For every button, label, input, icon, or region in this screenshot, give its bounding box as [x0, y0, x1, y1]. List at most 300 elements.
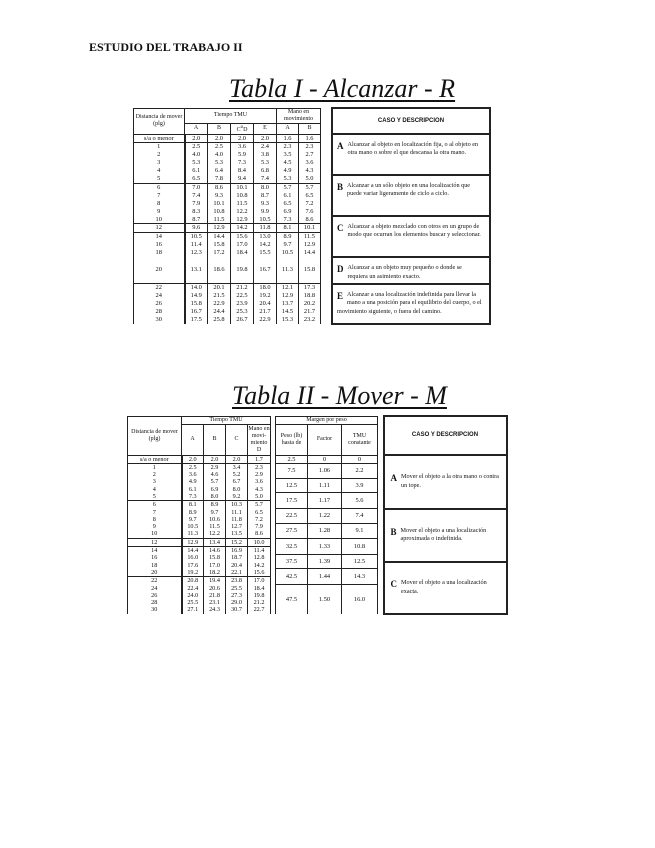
table2-cell-tmu: 2.2: [342, 463, 378, 478]
table1-cell-distance: 8: [134, 200, 185, 208]
table1-sub-hand-b: B: [299, 123, 321, 134]
table2-cell-factor: 1.33: [308, 538, 342, 554]
table1-cell: 9.7: [277, 241, 299, 249]
table1-cell: 5.0: [299, 175, 321, 183]
table1-case-b-letter: B: [337, 182, 344, 193]
table2-cell-distance: 24: [128, 585, 182, 592]
table1-cell: 22.5: [231, 292, 254, 300]
table1-cell: 18.6: [208, 257, 231, 284]
table2-cell: 14.6: [204, 547, 226, 555]
table1-sub-hand-a: A: [277, 123, 299, 134]
table2-cell: 15.8: [204, 554, 226, 561]
table1-cell: 20.4: [254, 300, 277, 308]
table2-cell: 13.4: [204, 538, 226, 546]
table2-cell-factor: 1.44: [308, 569, 342, 585]
table1-cell: 8.6: [208, 183, 231, 191]
table2-cell: 16.0: [182, 554, 204, 561]
table1-cell: 19.8: [231, 257, 254, 284]
table1-cell: 1.6: [277, 134, 299, 143]
table1-case-a: [332, 134, 490, 175]
table1-row: [134, 216, 491, 224]
table1-cell: 7.2: [299, 200, 321, 208]
table1-cell: 4.0: [208, 151, 231, 159]
table1-cell-distance: 10: [134, 216, 185, 224]
table1-cell: 17.0: [231, 241, 254, 249]
table1-cell: 2.5: [208, 143, 231, 151]
table2-cell: 4.6: [204, 471, 226, 478]
table1-cell-distance: 12: [134, 224, 185, 233]
table1-cell: 9.4: [231, 175, 254, 183]
table1-cell: 12.9: [231, 216, 254, 224]
table1-cell: 10.5: [277, 249, 299, 257]
table1-cell: 7.3: [277, 216, 299, 224]
table1-cell: 22.9: [254, 316, 277, 324]
table2-case-a-letter: A: [390, 473, 397, 484]
table1-cell: 8.4: [231, 167, 254, 175]
table2-cell: 24.3: [204, 606, 226, 613]
table2-cell: 11.5: [204, 523, 226, 530]
table1-case-header: CASO Y DESCRIPCION: [332, 108, 490, 134]
table1: [133, 107, 491, 325]
table2-cell: 9.7: [204, 509, 226, 516]
table2-cell: 9.7: [182, 516, 204, 523]
table1-cell: 11.5: [231, 200, 254, 208]
table1-cell: 15.8: [208, 241, 231, 249]
table1-cell: 14.2: [231, 224, 254, 233]
table2-cell-factor: 1.11: [308, 478, 342, 493]
table1-cell: 7.0: [185, 183, 208, 191]
table2-cell: 27.3: [226, 592, 248, 599]
table1-case-e: [332, 284, 490, 324]
table1-col-distance: Distancia de mover (plg): [134, 108, 185, 134]
table2-sub-b: B: [204, 424, 226, 455]
table2-cell: 22.4: [182, 585, 204, 592]
table2-cell: 24.0: [182, 592, 204, 599]
table1-cell: 15.5: [254, 249, 277, 257]
table1-cell-distance: 6: [134, 183, 185, 191]
table2-cell: 21.8: [204, 592, 226, 599]
table2-cell-distance: 20: [128, 569, 182, 577]
table1-cell: 13.7: [277, 300, 299, 308]
table1-gap: [321, 108, 333, 134]
table2-cell: 22.1: [226, 569, 248, 577]
table2-cell: 18.4: [248, 585, 271, 592]
table1-cell: 6.5: [299, 192, 321, 200]
table2-cell-distance: s/a o menor: [128, 455, 182, 463]
table2-case-b: [384, 509, 507, 562]
table2-cell: 2.5: [182, 463, 204, 471]
table1-cell: 2.0: [208, 134, 231, 143]
table1-case-d-letter: D: [337, 264, 344, 275]
table2-cell: 8.6: [248, 530, 271, 538]
table2-cell-peso: 32.5: [276, 538, 308, 554]
table1-cell: 12.1: [277, 284, 299, 292]
table2-row: [128, 509, 507, 516]
table1-cell: 19.2: [254, 292, 277, 300]
table2-cell: 22.7: [248, 606, 271, 613]
table1-cell: 13.0: [254, 233, 277, 241]
table2-cell: 10.6: [204, 516, 226, 523]
table2-cell: 3.6: [248, 478, 271, 485]
table2-cell-factor: 1.22: [308, 509, 342, 524]
table1-cell: 14.2: [254, 241, 277, 249]
table2-case-c-text: Mover el objeto a una localización exacta.: [401, 579, 487, 595]
table1-cell: 10.1: [208, 200, 231, 208]
table1-cell: 6.5: [185, 175, 208, 183]
table2-cell: 8.0: [226, 486, 248, 493]
table2-cell-tmu: 14.3: [342, 569, 378, 585]
table1-cell-distance: 7: [134, 192, 185, 200]
table2-cell: 7.2: [248, 516, 271, 523]
table2-cell-peso: 12.5: [276, 478, 308, 493]
table2-cell-tmu: 16.0: [342, 585, 378, 614]
table1-col-hand: Mano en movimiento: [277, 108, 321, 123]
table1-cell: 21.7: [299, 308, 321, 316]
table2-cell-distance: 2: [128, 471, 182, 478]
table1-cell: 7.8: [208, 175, 231, 183]
table2-sub-a: A: [182, 424, 204, 455]
table1-cell: 9.3: [254, 200, 277, 208]
table1-cell: 11.8: [254, 224, 277, 233]
table1-cell: 2.0: [254, 134, 277, 143]
table2-cell: 11.8: [226, 516, 248, 523]
table1-cell: 4.9: [277, 167, 299, 175]
table1-cell-distance: 22: [134, 284, 185, 292]
table1-sub-d-letter: D: [243, 126, 248, 133]
table2-sub-d: Mano en movi-miento D: [248, 424, 271, 455]
table1-cell: 7.9: [185, 200, 208, 208]
table1-cell: 21.7: [254, 308, 277, 316]
table2-cell-factor: 1.39: [308, 554, 342, 569]
table1-cell-distance: 16: [134, 241, 185, 249]
table1-cell: 10.1: [231, 183, 254, 191]
table2-cell-tmu: 7.4: [342, 509, 378, 524]
table1-cell: 10.1: [299, 224, 321, 233]
table1-cell: 10.8: [231, 192, 254, 200]
table1-cell: 20.1: [208, 284, 231, 292]
table1-cell: 5.7: [277, 183, 299, 191]
table1-cell: 17.2: [208, 249, 231, 257]
table1-case-b-text: Alcanzar a un sólo objeto en una localización que puede variar ligeramente de ciclo a ciclo.: [347, 182, 471, 198]
table1-cell: 15.8: [185, 300, 208, 308]
table1-cell-distance: 5: [134, 175, 185, 183]
table2-cell-peso: 47.5: [276, 585, 308, 614]
table2-cell-distance: 4: [128, 486, 182, 493]
table1-cell: 2.3: [277, 143, 299, 151]
table1-cell-distance: 14: [134, 233, 185, 241]
table1-cell: 2.7: [299, 151, 321, 159]
table2-col-time: Tiempo TMU: [182, 416, 271, 424]
table2-cell: 10.3: [226, 501, 248, 509]
table1-cell: 5.3: [208, 159, 231, 167]
table1-cell: 9.6: [185, 224, 208, 233]
table1-col-time: Tiempo TMU: [185, 108, 277, 123]
table2-cell: 25.5: [182, 599, 204, 606]
table1-cell: 8.7: [254, 192, 277, 200]
table1-row: [134, 175, 491, 183]
table1-cell: 12.3: [185, 249, 208, 257]
table2-cell-tmu: 5.6: [342, 493, 378, 509]
table1-gap-cell: [321, 257, 333, 284]
table1-case-b: [332, 175, 490, 216]
table1-cell: 3.5: [277, 151, 299, 159]
table2-cell: 20.8: [182, 577, 204, 585]
table2-cell: 18.2: [204, 569, 226, 577]
table2-cell-distance: 9: [128, 523, 182, 530]
table2-cell: 1.7: [248, 455, 271, 463]
page-header: ESTUDIO DEL TRABAJO II: [89, 40, 243, 54]
table1-container: [133, 107, 491, 325]
table2-cell-tmu: 10.8: [342, 538, 378, 554]
table1-cell: 26.7: [231, 316, 254, 324]
table2-cell-peso: 27.5: [276, 523, 308, 538]
table1-cell: 3.8: [254, 151, 277, 159]
table2-cell: 3.6: [182, 471, 204, 478]
table1-gap-cell: [321, 134, 333, 175]
table2-cell-factor: 0: [308, 455, 342, 463]
table1-cell: 12.9: [299, 241, 321, 249]
table1-cell: 1.6: [299, 134, 321, 143]
table2-cell-peso: 22.5: [276, 509, 308, 524]
table2-col-distance: Distancia de mover (plg): [128, 416, 182, 455]
table1-cell: 21.2: [231, 284, 254, 292]
table2-cell: 4.9: [182, 478, 204, 485]
table1-cell: 23.2: [299, 316, 321, 324]
table2-cell: 29.0: [226, 599, 248, 606]
table1-cell: 13.1: [185, 257, 208, 284]
table2-cell: 30.7: [226, 606, 248, 613]
table1-cell: 11.3: [277, 257, 299, 284]
table2-cell: 6.1: [182, 486, 204, 493]
table1-case-e-text: Alcanzar a una localización indefinida para llevar la mano a una posición para el equilibrio del cuerpo, o el movimiento siguiente, o fuera del camino.: [337, 290, 482, 315]
table2-cell: 11.1: [226, 509, 248, 516]
table2-cell-distance: 16: [128, 554, 182, 561]
table1-cell: 21.5: [208, 292, 231, 300]
table1-cell: 8.1: [277, 224, 299, 233]
table1-cell: 3.6: [231, 143, 254, 151]
table1-cell: 4.0: [185, 151, 208, 159]
table1-cell: 4.5: [277, 159, 299, 167]
table1-cell: 23.9: [231, 300, 254, 308]
table2-cell: 7.3: [182, 493, 204, 501]
table1-cell: 7.4: [254, 175, 277, 183]
table2-cell-peso: 37.5: [276, 554, 308, 569]
table1-cell: 15.3: [277, 316, 299, 324]
table1-cell: 6.4: [208, 167, 231, 175]
table2-cell-peso: 2.5: [276, 455, 308, 463]
table1-sub-a: A: [185, 123, 208, 134]
table1-case-d-text: Alcanzar a un objeto muy pequeño o donde se requiera un asimiento exacto.: [347, 264, 462, 280]
table2-cell: 17.6: [182, 562, 204, 569]
table2-cell-distance: 8: [128, 516, 182, 523]
table1-cell: 7.4: [185, 192, 208, 200]
table2-case-a: [384, 455, 507, 509]
table2-case-b-text: Mover el objeto a una localización aproximada o indefinida.: [400, 526, 487, 543]
table1-cell: 12.9: [208, 224, 231, 233]
table1-cell: 16.7: [185, 308, 208, 316]
table1-sub-c-sup: o: [240, 124, 244, 130]
table1-gap-cell: [321, 284, 333, 324]
table2-cell: 2.3: [248, 463, 271, 471]
table2-cell: 5.7: [204, 478, 226, 485]
table2-cell-distance: 22: [128, 577, 182, 585]
table1-case-c-letter: C: [337, 222, 344, 233]
table2-cell: 8.1: [182, 501, 204, 509]
table2-cell-factor: 1.50: [308, 585, 342, 614]
table2-cell: 15.2: [226, 538, 248, 546]
table2-cell-distance: 14: [128, 547, 182, 555]
table1-case-a-text: Alcanzar al objeto en localización fija, o al objeto en otra mano o sobre el que descansa la otra mano.: [347, 141, 479, 157]
table2-cell: 5.2: [226, 471, 248, 478]
table2-cell: 6.9: [204, 486, 226, 493]
table2-cell-peso: 17.5: [276, 493, 308, 509]
table2-cell: 14.2: [248, 562, 271, 569]
table2-sub-tmu: TMU constante: [342, 424, 378, 455]
table1-cell: 12.2: [231, 208, 254, 216]
table2-cell: 11.4: [248, 547, 271, 555]
table1-case-c: [332, 216, 490, 258]
table1-cell-distance: 20: [134, 257, 185, 284]
table2-cell: 13.5: [226, 530, 248, 538]
table1-cell: 6.9: [277, 208, 299, 216]
table1-cell-distance: 24: [134, 292, 185, 300]
table1-cell: 15.8: [299, 257, 321, 284]
table1-cell: 15.6: [231, 233, 254, 241]
table1-cell: 14.4: [299, 249, 321, 257]
table1-cell: 5.3: [185, 159, 208, 167]
table2-cell: 8.0: [204, 493, 226, 501]
table1-title: Tabla I - Alcanzar - R: [229, 74, 456, 103]
table2-cell: 2.0: [204, 455, 226, 463]
table2-cell: 8.9: [204, 501, 226, 509]
table1-cell: 2.4: [254, 143, 277, 151]
table1-cell: 14.9: [185, 292, 208, 300]
table1-cell-distance: 9: [134, 208, 185, 216]
table1-cell: 2.5: [185, 143, 208, 151]
table1-case-a-letter: A: [337, 141, 344, 151]
table1-case-d: [332, 257, 490, 284]
table1-sub-c: [231, 123, 254, 134]
table1-cell: 5.3: [254, 159, 277, 167]
table1-cell: 5.7: [299, 183, 321, 191]
table1-cell: 3.6: [299, 159, 321, 167]
table2-cell-distance: 30: [128, 606, 182, 613]
table2-cell: 19.4: [204, 577, 226, 585]
table1-cell: 8.9: [277, 233, 299, 241]
table2-cell: 14.4: [182, 547, 204, 555]
table1-cell: 10.8: [208, 208, 231, 216]
table2-cell: 17.0: [204, 562, 226, 569]
table2-cell: 25.5: [226, 585, 248, 592]
table2-cell-distance: 26: [128, 592, 182, 599]
table1-cell: 17.3: [299, 284, 321, 292]
table1-cell: 7.6: [299, 208, 321, 216]
table2-cell: 12.7: [226, 523, 248, 530]
table2-cell: 16.9: [226, 547, 248, 555]
table1-cell: 5.3: [277, 175, 299, 183]
table1-sub-b: B: [208, 123, 231, 134]
table1-sub-c-letter: C: [236, 126, 241, 133]
table1-cell: 2.0: [185, 134, 208, 143]
table2-cell: 7.9: [248, 523, 271, 530]
table2-cell: 19.2: [182, 569, 204, 577]
table2-cell: 23.8: [226, 577, 248, 585]
table1-cell: 6.8: [254, 167, 277, 175]
table2-cell: 6.5: [248, 509, 271, 516]
table2-cell: 20.6: [204, 585, 226, 592]
table1-cell: 11.5: [208, 216, 231, 224]
table1-cell: 2.0: [231, 134, 254, 143]
table1-cell: 8.3: [185, 208, 208, 216]
table2-cell: 20.4: [226, 562, 248, 569]
table1-row: [134, 284, 491, 292]
table2-cell: 21.2: [248, 599, 271, 606]
table2-cell: 12.2: [204, 530, 226, 538]
table1-cell-distance: s/a o menor: [134, 134, 185, 143]
table1-cell: 7.3: [231, 159, 254, 167]
table2-cell-distance: 5: [128, 493, 182, 501]
table2-cell: 6.7: [226, 478, 248, 485]
table2-cell-tmu: 12.5: [342, 554, 378, 569]
table2-cell-distance: 28: [128, 599, 182, 606]
table2-case-b-letter: B: [390, 526, 397, 537]
table2-cell: 11.3: [182, 530, 204, 538]
table1-cell: 2.3: [299, 143, 321, 151]
table2-cell: 5.0: [248, 493, 271, 501]
table1-row: [134, 257, 491, 284]
table2-cell-distance: 1: [128, 463, 182, 471]
table2-cell-distance: 7: [128, 509, 182, 516]
table2-cell: 15.6: [248, 569, 271, 577]
table2-title: Tabla II - Mover - M: [232, 381, 447, 410]
table1-cell-distance: 18: [134, 249, 185, 257]
table1-cell: 10.5: [185, 233, 208, 241]
table1-cell: 25.8: [208, 316, 231, 324]
table1-cell: 8.0: [254, 183, 277, 191]
table1-cell: 8.6: [299, 216, 321, 224]
table1-sub-e: E: [254, 123, 277, 134]
table1-cell-distance: 2: [134, 151, 185, 159]
table1-cell-distance: 26: [134, 300, 185, 308]
table2-cell-distance: 18: [128, 562, 182, 569]
table1-cell-distance: 3: [134, 159, 185, 167]
table1-cell: 16.7: [254, 257, 277, 284]
table1-cell: 18.4: [231, 249, 254, 257]
table1-cell: 9.9: [254, 208, 277, 216]
table1-cell-distance: 1: [134, 143, 185, 151]
table2-cell: 3.4: [226, 463, 248, 471]
table2: [127, 415, 508, 615]
table2-cell-tmu: 0: [342, 455, 378, 463]
table1-case-e-letter: E: [337, 290, 344, 301]
table2-case-header: CASO Y DESCRIPCION: [384, 416, 507, 455]
table2-container: [127, 415, 508, 615]
table2-sub-peso: Peso (lb) hasta de: [276, 424, 308, 455]
table1-cell: 4.3: [299, 167, 321, 175]
table2-cell-tmu: 9.1: [342, 523, 378, 538]
table2-cell: 2.0: [182, 455, 204, 463]
table1-cell: 11.4: [185, 241, 208, 249]
table2-cell: 8.9: [182, 509, 204, 516]
table2-cell-distance: 6: [128, 501, 182, 509]
table2-cell: 23.1: [204, 599, 226, 606]
table1-cell: 25.3: [231, 308, 254, 316]
table1-cell: 9.3: [208, 192, 231, 200]
table2-cell: 2.9: [204, 463, 226, 471]
table1-cell: 6.1: [185, 167, 208, 175]
table1-cell: 14.4: [208, 233, 231, 241]
table2-cell-tmu: 3.9: [342, 478, 378, 493]
